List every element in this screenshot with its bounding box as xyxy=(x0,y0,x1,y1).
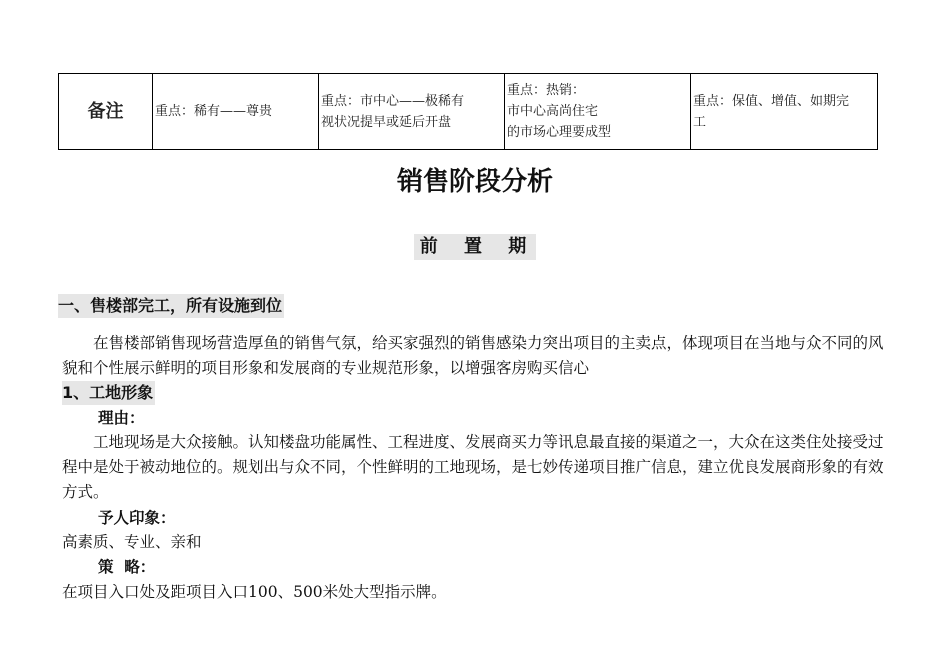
notes-row xyxy=(59,74,878,150)
subtitle-container xyxy=(0,234,950,260)
section-heading: 一、售楼部完工，所有设施到位 xyxy=(58,294,284,318)
notes-cell-line: 重点：热销： xyxy=(507,83,586,98)
notes-cell-line: 重点：市中心——极稀有 xyxy=(321,93,465,109)
impression-text: 高素质、专业、亲和 xyxy=(62,533,202,551)
notes-header-cell: 备注 xyxy=(59,74,153,150)
notes-table xyxy=(58,73,878,150)
notes-cell-1 xyxy=(153,74,319,150)
notes-cell-line: 工 xyxy=(693,114,707,130)
impression-label: 予人印象： xyxy=(98,509,176,527)
notes-cell-line: 的市场心理要成型 xyxy=(507,125,612,140)
subsection-heading: 1、工地形象 xyxy=(62,381,155,405)
notes-cell-line: 重点：稀有——尊贵 xyxy=(155,104,273,119)
strategy-text: 在项目入口处及距项目入口100、500米处大型指示牌。 xyxy=(62,583,447,601)
notes-cell-line: 重点：保值、增值、如期完 xyxy=(693,93,850,109)
reason-label: 理由： xyxy=(98,409,145,427)
page-title: 销售阶段分析 xyxy=(396,167,553,197)
notes-cell-4 xyxy=(691,74,878,150)
notes-cell-line: 市中心高尚住宅 xyxy=(507,104,599,119)
notes-cell-2 xyxy=(319,74,505,150)
strategy-label: 策 略： xyxy=(98,558,156,576)
notes-cell-3 xyxy=(505,74,691,150)
notes-cell-line: 视状况提早或延后开盘 xyxy=(321,114,452,130)
section-subtitle: 前 置 期 xyxy=(414,234,537,260)
reason-paragraph: 工地现场是大众接触。认知楼盘功能属性、工程进度、发展商买力等讯息最直接的渠道之一，大众在这类住处接受过程中是处于被动地位的。规划出与众不同，个性鲜明的工地现场，是七妙传递项目推广信息，建立优良发展商形象的有效方式。 xyxy=(62,433,884,501)
section-paragraph: 在售楼部销售现场营造厚鱼的销售气氛，给买家强烈的销售感染力突出项目的主卖点，体现项目在当地与众不同的风貌和个性展示鲜明的项目形象和发展商的专业规范形象，以增强客房购买信心 xyxy=(62,334,884,377)
